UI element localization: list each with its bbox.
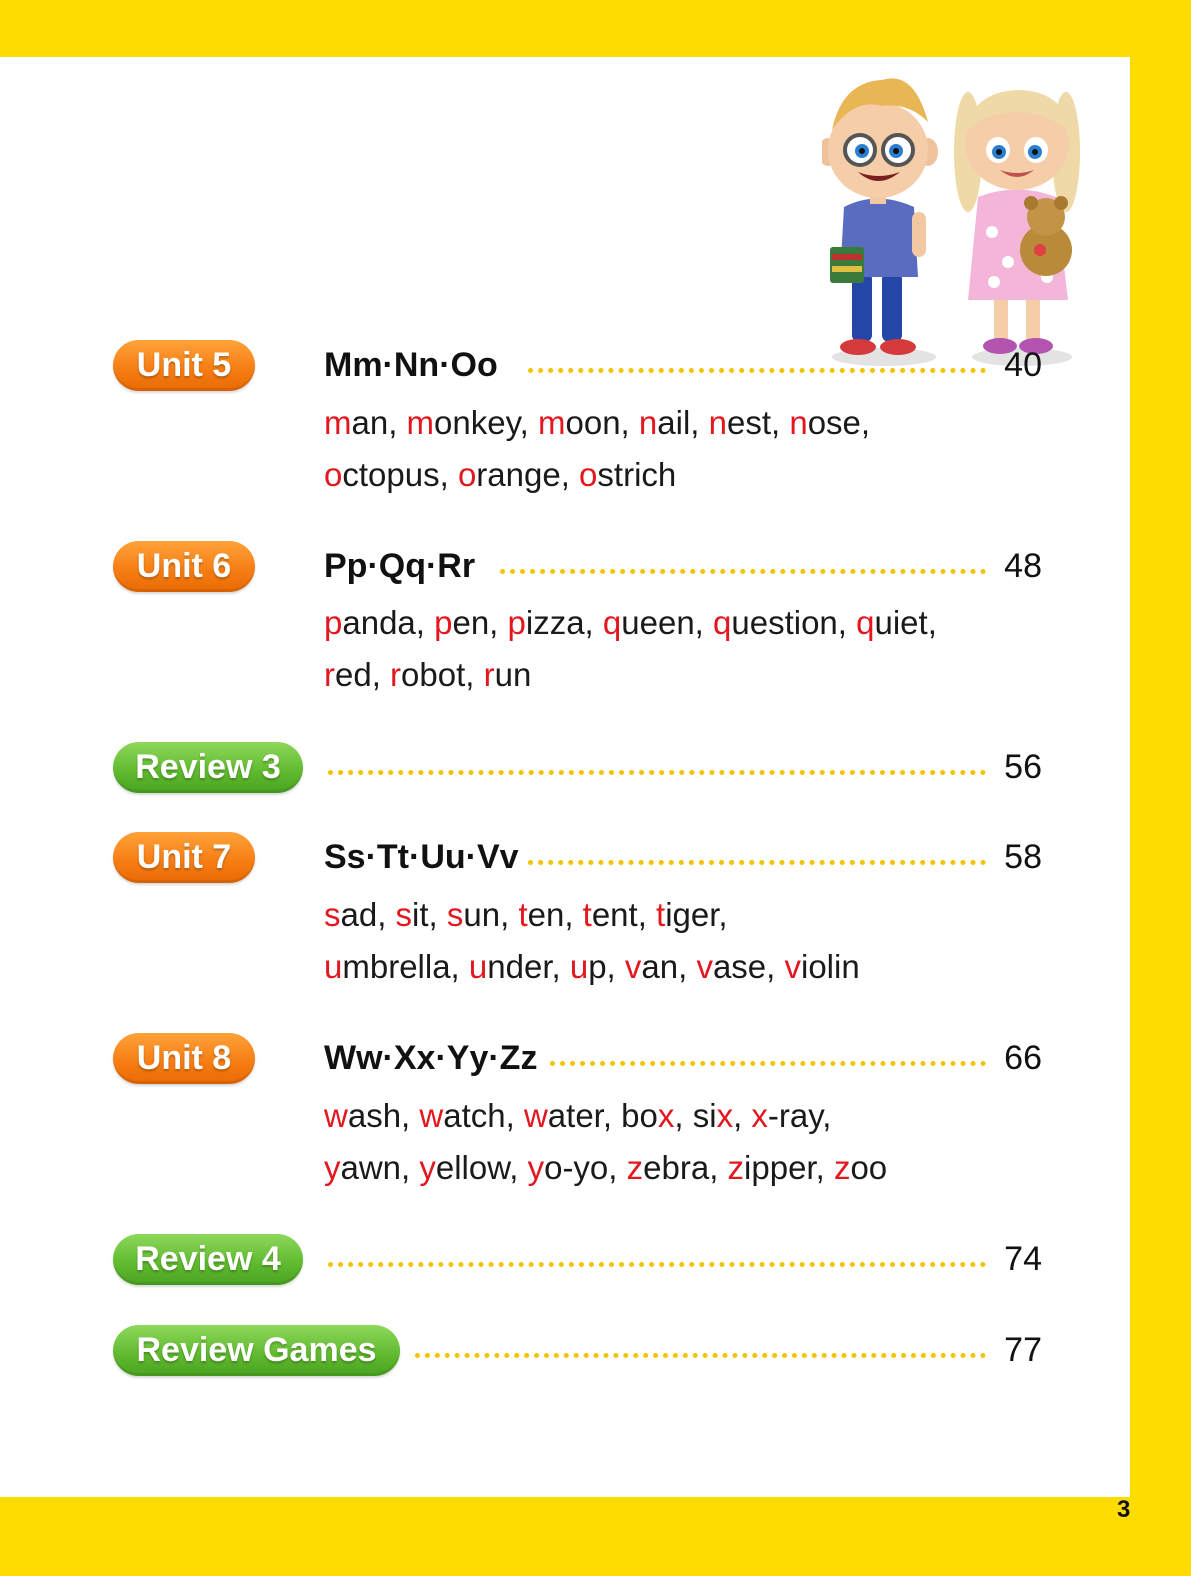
word-text: uiet,: [874, 604, 937, 641]
word-text: an,: [641, 948, 697, 985]
leader-dots: [500, 569, 986, 574]
initial-letter: r: [390, 656, 402, 693]
initial-letter: r: [483, 656, 495, 693]
word-line: [324, 889, 860, 941]
content-sheet: [0, 57, 1130, 1497]
initial-letter: t: [582, 896, 592, 933]
word-text: anda,: [342, 604, 435, 641]
unit-badge[interactable]: Unit 6: [113, 541, 255, 592]
word-text: ose,: [807, 404, 871, 441]
letter-group: Mm·Nn·Oo: [324, 346, 498, 384]
word-text: ent,: [591, 896, 657, 933]
initial-letter: w: [523, 1097, 548, 1134]
word-text: nder,: [487, 948, 570, 985]
initial-letter: x: [751, 1097, 768, 1134]
initial-letter: n: [789, 404, 808, 441]
review-badge[interactable]: Review 4: [113, 1234, 303, 1285]
initial-letter: u: [324, 948, 343, 985]
folio-page-number: 3: [1117, 1496, 1131, 1523]
word-text: ater, bo: [547, 1097, 658, 1134]
word-line: [324, 649, 937, 701]
initial-letter: m: [406, 404, 435, 441]
letter-group: Pp·Qq·Rr: [324, 547, 476, 585]
initial-letter: s: [324, 896, 341, 933]
page-number: 48: [1004, 547, 1042, 585]
leader-dots: [550, 1061, 986, 1066]
word-text: est,: [726, 404, 790, 441]
initial-letter: o: [457, 456, 477, 493]
word-text: ase,: [712, 948, 785, 985]
word-text: ail,: [657, 404, 709, 441]
initial-letter: t: [518, 896, 528, 933]
initial-letter: z: [833, 1149, 851, 1186]
word-text: oo: [850, 1149, 888, 1186]
word-text: un,: [463, 896, 519, 933]
initial-letter: z: [626, 1149, 644, 1186]
word-line: [324, 397, 870, 449]
initial-letter: q: [602, 604, 622, 641]
unit-badge[interactable]: Unit 8: [113, 1033, 255, 1084]
initial-letter: x: [657, 1097, 675, 1134]
initial-letter: z: [727, 1149, 745, 1186]
word-list: [324, 597, 937, 701]
initial-letter: y: [527, 1149, 545, 1186]
initial-letter: q: [856, 604, 875, 641]
word-list: [324, 889, 860, 993]
initial-letter: w: [324, 1097, 348, 1134]
word-text: it,: [412, 896, 447, 933]
word-text: oon,: [565, 404, 639, 441]
word-line: [324, 1090, 887, 1142]
unit-badge[interactable]: Unit 7: [113, 832, 255, 883]
initial-letter: v: [696, 948, 713, 985]
word-text: an,: [351, 404, 407, 441]
initial-letter: r: [324, 656, 335, 693]
initial-letter: w: [419, 1097, 444, 1134]
word-line: [324, 597, 937, 649]
initial-letter: s: [395, 896, 413, 933]
kids-illustration: [822, 72, 1094, 372]
word-text: atch,: [443, 1097, 524, 1134]
word-text: , si: [674, 1097, 717, 1134]
initial-letter: s: [446, 896, 464, 933]
page-number: 74: [1004, 1240, 1042, 1278]
initial-letter: y: [324, 1149, 341, 1186]
boy-character: [822, 78, 938, 355]
word-text: ebra,: [643, 1149, 728, 1186]
initial-letter: o: [579, 456, 598, 493]
unit-badge[interactable]: Unit 5: [113, 340, 255, 391]
word-text: ipper,: [744, 1149, 834, 1186]
page-number: 77: [1004, 1331, 1042, 1369]
page-number: 58: [1004, 838, 1042, 876]
initial-letter: t: [656, 896, 666, 933]
page-number: 40: [1004, 346, 1042, 384]
leader-dots: [328, 1262, 986, 1267]
leader-dots: [528, 860, 986, 865]
word-text: -ray,: [767, 1097, 832, 1134]
word-text: izza,: [525, 604, 603, 641]
initial-letter: v: [624, 948, 642, 985]
review-badge[interactable]: Review 3: [113, 742, 303, 793]
word-text: un: [494, 656, 532, 693]
word-text: strich: [597, 456, 677, 493]
initial-letter: x: [716, 1097, 734, 1134]
leader-dots: [528, 368, 986, 373]
word-list: [324, 1090, 887, 1194]
word-text: mbrella,: [342, 948, 469, 985]
word-text: ellow,: [435, 1149, 528, 1186]
word-line: [324, 941, 860, 993]
page-number: 66: [1004, 1039, 1042, 1077]
initial-letter: o: [324, 456, 343, 493]
word-text: en,: [527, 896, 583, 933]
initial-letter: m: [538, 404, 566, 441]
initial-letter: q: [713, 604, 732, 641]
word-text: obot,: [401, 656, 484, 693]
word-text: ,: [733, 1097, 752, 1134]
letter-group: Ss·Tt·Uu·Vv: [324, 838, 519, 876]
word-text: uestion,: [731, 604, 857, 641]
initial-letter: p: [324, 604, 343, 641]
word-line: [324, 1142, 887, 1194]
letter-group: Ww·Xx·Yy·Zz: [324, 1039, 538, 1077]
word-text: iger,: [665, 896, 728, 933]
word-list: [324, 397, 870, 501]
initial-letter: v: [784, 948, 801, 985]
word-text: onkey,: [434, 404, 538, 441]
initial-letter: y: [419, 1149, 436, 1186]
word-text: ash,: [347, 1097, 420, 1134]
word-text: ctopus,: [342, 456, 458, 493]
initial-letter: u: [569, 948, 589, 985]
initial-letter: n: [708, 404, 727, 441]
word-text: iolin: [801, 948, 860, 985]
initial-letter: p: [434, 604, 453, 641]
word-text: awn,: [340, 1149, 420, 1186]
word-text: ad,: [340, 896, 396, 933]
leader-dots: [415, 1353, 986, 1358]
girl-character: [954, 90, 1080, 354]
word-text: o-yo,: [544, 1149, 627, 1186]
page-number: 56: [1004, 748, 1042, 786]
review-badge[interactable]: Review Games: [113, 1325, 400, 1376]
initial-letter: p: [507, 604, 526, 641]
word-text: range,: [476, 456, 580, 493]
initial-letter: m: [324, 404, 352, 441]
word-text: ed,: [335, 656, 391, 693]
initial-letter: u: [468, 948, 488, 985]
word-line: [324, 449, 870, 501]
word-text: p,: [588, 948, 625, 985]
word-text: ueen,: [621, 604, 714, 641]
leader-dots: [328, 770, 986, 775]
initial-letter: n: [638, 404, 658, 441]
word-text: en,: [452, 604, 508, 641]
